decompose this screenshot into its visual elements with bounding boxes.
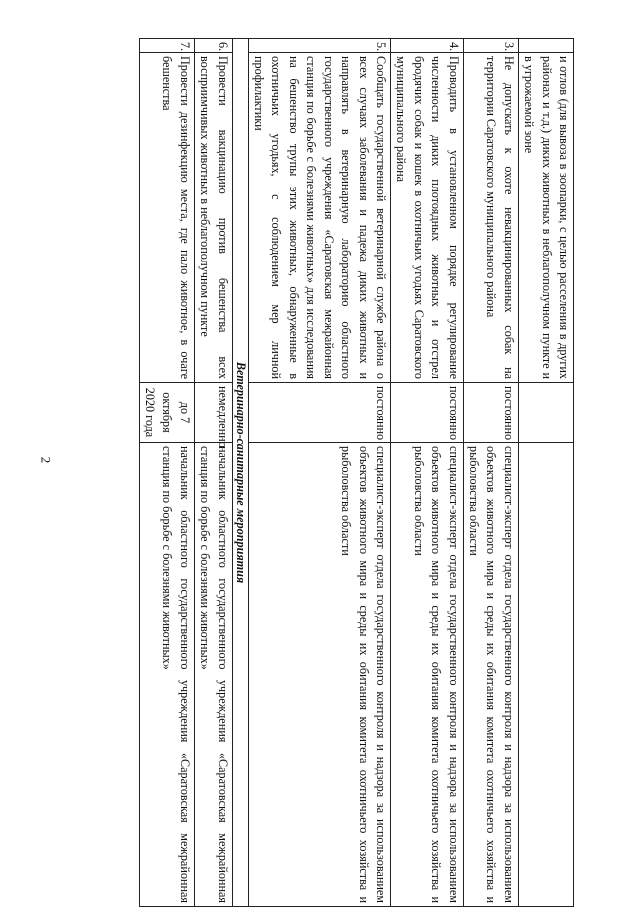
table-body-bottom bbox=[139, 39, 232, 907]
row-responsible: специалист-эксперт отдела государственного контроля и надзора за использованием объектов животного мира и среды их обитания комитета охотничьего хозяйства и рыболовства области bbox=[248, 443, 390, 907]
row-action: Провести вакцинацию против бешенства всех восприимчивых животных в неблагополучном пункте bbox=[194, 53, 232, 383]
row-term: до 7 октября 2020 года bbox=[139, 383, 194, 443]
row-term: постоянно bbox=[463, 383, 518, 443]
measures-table bbox=[139, 38, 574, 907]
row-responsible: начальник областного государственного учреждения «Саратовская межрайонная станция по борьбе с болезнями животных» bbox=[194, 443, 232, 907]
row-action: Не допускать к охоте невакцинированных собак на территории Саратовского муниципального района bbox=[463, 53, 518, 383]
row-responsible: специалист-эксперт отдела государственного контроля и надзора за использованием объектов животного мира и среды их обитания комитета охотничьего хозяйства и рыболовства области bbox=[463, 443, 518, 907]
row-number bbox=[518, 39, 573, 53]
row-responsible bbox=[518, 443, 573, 907]
row-action: Сообщать государственной ветеринарной службе района о всех случаях заболевания и падежа диких животных и направлять в ветеринарную лабораторию областного государственного учреждения «Саратовская межрайонная станция по борьбе с болезнями животных» для исследования на бешенство трупы этих животных, обнаруженные в охотничьих угодьях, с соблюдением мер личной профилактики bbox=[248, 53, 390, 383]
table-row bbox=[194, 39, 232, 907]
table-body-top bbox=[248, 39, 573, 907]
row-action: Провести дезинфекцию места, где пало животное, в очаге бешенства bbox=[139, 53, 194, 383]
table-row bbox=[390, 39, 463, 907]
page-number: 2 bbox=[38, 456, 54, 464]
row-term: постоянно bbox=[248, 383, 390, 443]
row-number: 7. bbox=[139, 39, 194, 53]
rotated-table-container bbox=[88, 38, 574, 906]
table-row bbox=[518, 39, 573, 907]
row-term: постоянно bbox=[390, 383, 463, 443]
row-term: немедленно bbox=[194, 383, 232, 443]
row-number: 6. bbox=[194, 39, 232, 53]
row-term bbox=[518, 383, 573, 443]
row-responsible: начальник областного государственного учреждения «Саратовская межрайонная станция по борьбе с болезнями животных» bbox=[139, 443, 194, 907]
row-action: Проводить в установленном порядке регулирование численности диких плотоядных животных и отстрел бродячих собак и кошек в охотничьих угодьях Саратовского муниципального района bbox=[390, 53, 463, 383]
row-action: и отлов (для вывоза в зоопарки, с целью расселения в других районах и т.д.) диких животных в неблагополучном пункте и в угрожаемой зоне bbox=[518, 53, 573, 383]
row-number: 3. bbox=[463, 39, 518, 53]
table-row bbox=[248, 39, 390, 907]
section-row bbox=[232, 39, 248, 907]
section-header-body bbox=[232, 39, 248, 907]
row-responsible: специалист-эксперт отдела государственного контроля и надзора за использованием объектов животного мира и среды их обитания комитета охотничьего хозяйства и рыболовства области bbox=[390, 443, 463, 907]
row-number: 5. bbox=[248, 39, 390, 53]
section-title: Ветеринарно-санитарные мероприятия bbox=[232, 39, 248, 907]
row-number: 4. bbox=[390, 39, 463, 53]
table-row bbox=[139, 39, 194, 907]
table-row bbox=[463, 39, 518, 907]
